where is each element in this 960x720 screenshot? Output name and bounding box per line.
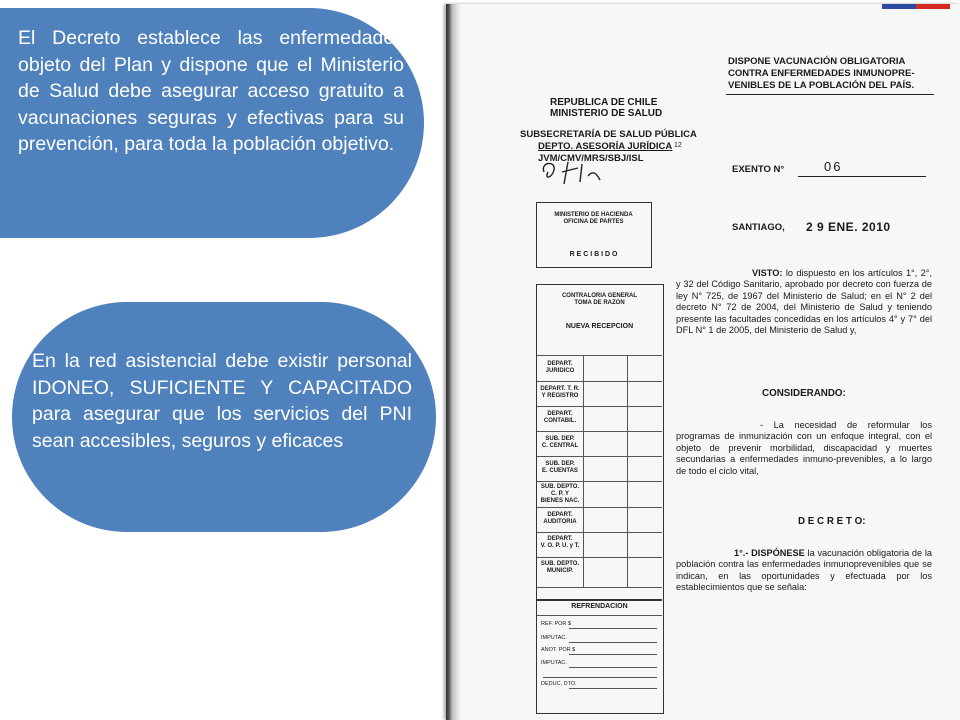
considerando-text: - La necesidad de reformular los programas de inmunización con un enfoque integral, con el objeto de prevenir morbilidad, discapacidad y muertes secundarias a enfermedades inmuno-prevenibles, a lo largo de todo el ciclo vital, [676, 420, 932, 476]
ref-row: REF. POR $ [541, 621, 571, 627]
decree-heading: DISPONE VACUNACIÓN OBLIGATORIA CONTRA ENFERMEDADES INMUNOPRE- VENIBLES DE LA POBLACIÓN DEL PAÍS. [728, 56, 915, 91]
visto-label: VISTO: [752, 268, 783, 278]
form-column-line [627, 355, 628, 587]
form-row-line [537, 381, 662, 382]
deduc-fill-line [569, 688, 657, 689]
contraloria-title: CONTRALORIA GENERAL TOMA DE RAZON [561, 293, 638, 306]
dept-juridico: DEPART. JURIDICO [545, 361, 575, 374]
dept-central: SUB. DEP. C. CENTRAL [541, 436, 579, 449]
hacienda-title: MINISTERIO DE HACIENDA OFICINA DE PARTES [554, 212, 633, 225]
blank-fill-line [543, 677, 657, 678]
dept-auditoria: DEPART. AUDITORIA [543, 512, 577, 525]
imputac-fill-line [569, 642, 657, 643]
heading-underline [726, 94, 934, 95]
article-paragraph [676, 548, 932, 594]
recibido-label: R E C I B I D O [569, 251, 618, 258]
refrendacion-label: REFRENDACION [571, 603, 628, 610]
form-divider [537, 355, 662, 356]
ref-fill-line [569, 628, 657, 629]
handwritten-initials [538, 158, 658, 188]
republic-header: REPUBLICA DE CHILE MINISTERIO DE SALUD [550, 97, 663, 119]
santiago-label: SANTIAGO, [732, 222, 785, 233]
reference-code: JVM/CMV/MRS/SBJ/ISL [538, 153, 644, 164]
scan-edge [446, 4, 462, 720]
considerando-paragraph [676, 420, 932, 477]
visto-paragraph [676, 268, 932, 336]
decree-summary-callout [0, 8, 424, 238]
form-row-line [537, 456, 662, 457]
form-row-line [537, 431, 662, 432]
contraloria-form [536, 284, 664, 714]
exento-underline [798, 176, 926, 177]
dept-municip: SUB. DEPTO. MUNICIP. [540, 561, 580, 574]
visto-text: lo dispuesto en los artículos 1°, 2°, y 32 del Código Sanitario, aprobado por decreto con fuerza de ley N° 725, de 1967 del Ministerio de Salud; en el N° 2 del decreto N° 72 de 2004, del Ministerio de Salud y teniendo presente las facultades concedidas en los artículos 4° y 7° del DFL N° 1 de 2005, del Ministerio de Salud y, [676, 268, 932, 336]
article-text: la vacunación obligatoria de la población contra las enfermedades inmunoprevenibles que se indican, en las oportunidades y efectuada por los establecimientos que se señala: [676, 548, 932, 593]
network-staff-text: En la red asistencial debe existir personal IDONEO, SUFICIENTE Y CAPACITADO para asegurar que los servicios del PNI sean accesibles, seguros y eficaces [32, 350, 412, 452]
exento-label: EXENTO N° [732, 164, 785, 175]
refrendacion-divider [537, 599, 662, 601]
imputac-fill-line-2 [569, 667, 657, 668]
flag-strip-blue [882, 4, 916, 9]
form-row-line [537, 532, 662, 533]
refrendacion-line [537, 615, 662, 616]
form-row-line [537, 587, 662, 588]
form-row-line [537, 406, 662, 407]
imputac-row-2: IMPUTAC. [541, 660, 567, 666]
anot-fill-line [569, 654, 657, 655]
exento-number: 06 [824, 159, 843, 174]
subsecretaria-label: SUBSECRETARÍA DE SALUD PÚBLICA [520, 129, 697, 140]
network-staff-callout [12, 302, 436, 532]
form-row-line [537, 557, 662, 558]
dept-vopu: DEPART. V. O. P. U. y T. [540, 536, 580, 549]
form-row-line [537, 481, 662, 482]
article-label: 1°.- DISPÓNESE [734, 548, 805, 558]
depto-label: DEPTO. ASESORÍA JURÍDICA [538, 141, 673, 152]
decreto-label: D E C R E T O: [798, 516, 866, 527]
considerando-label: CONSIDERANDO: [762, 388, 846, 399]
imputac-row: IMPUTAC. [541, 635, 567, 641]
flag-strip-red [916, 4, 950, 9]
dept-registro: DEPART. T. R. Y REGISTRO [540, 386, 580, 399]
dept-cuentas: SUB. DEP. E. CUENTAS [542, 461, 578, 474]
form-column-line [583, 355, 584, 587]
dept-contabil: DEPART. CONTABIL. [543, 411, 577, 424]
anot-row: ANOT. POR $ [541, 647, 576, 653]
deduc-row: DEDUC. DTO. [541, 681, 577, 687]
decree-summary-text: El Decreto establece las enfermedades objeto del Plan y dispone que el Ministerio de Salud debe asegurar acceso gratuito a vacunaciones seguras y efectivas para su prevención, para toda la población objetivo. [18, 27, 404, 155]
form-row-line [537, 507, 662, 508]
decree-date-stamp: 2 9 ENE. 2010 [806, 220, 891, 234]
handwritten-mark: 12 [674, 142, 682, 149]
dept-bienes: SUB. DEPTO. C. P. Y BIENES NAC. [540, 484, 580, 504]
nueva-recepcion-label: NUEVA RECEPCION [565, 323, 634, 330]
hacienda-stamp [536, 202, 652, 268]
scanned-decree-document [446, 4, 960, 720]
